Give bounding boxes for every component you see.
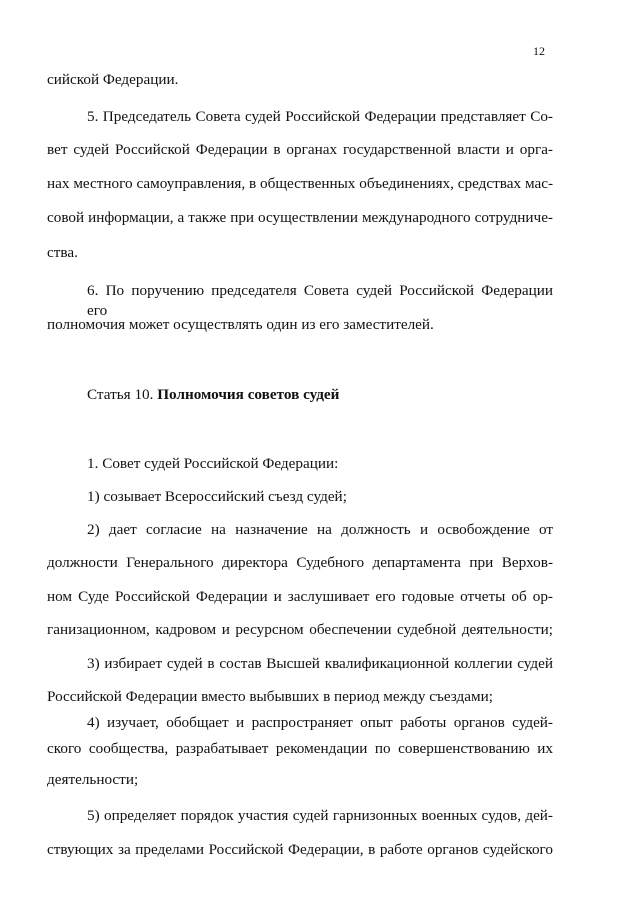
text-line: Российской Федерации вместо выбывших в период между съездами; — [47, 688, 493, 705]
text-line: 1) созывает Всероссийский съезд судей; — [87, 488, 347, 505]
text-line: полномочия может осуществлять один из его заместителей. — [47, 316, 434, 333]
text-line: 3) избирает судей в состав Высшей квалификационной коллегии судей — [87, 655, 553, 672]
text-line: ствующих за пределами Российской Федерации, в работе органов судейского — [47, 841, 553, 858]
text-line: 5. Председатель Совета судей Российской Федерации представляет Со- — [87, 108, 553, 125]
text-line: 4) изучает, обобщает и распространяет опыт работы органов судей- — [87, 714, 553, 731]
text-line: совой информации, а также при осуществлении международного сотрудниче- — [47, 209, 553, 226]
text-line: должности Генерального директора Судебного департамента при Верхов- — [47, 554, 553, 571]
text-line: 2) дает согласие на назначение на должность и освобождение от — [87, 521, 553, 538]
article-heading — [87, 385, 553, 405]
text-line: сийской Федерации. — [47, 71, 179, 88]
text-line: вет судей Российской Федерации в органах государственной власти и орга- — [47, 141, 553, 158]
text-line: ганизационном, кадровом и ресурсном обеспечении судебной деятельности; — [47, 621, 553, 638]
text-line: ства. — [47, 244, 78, 261]
text-line: деятельности; — [47, 771, 139, 788]
text-line: ского сообщества, разрабатывает рекомендации по совершенствованию их — [47, 740, 553, 757]
text-line: 6. По поручению председателя Совета судей Российской Федерации его — [87, 282, 553, 319]
article-title: Полномочия советов судей — [157, 386, 340, 403]
text-line: ном Суде Российской Федерации и заслушивает его годовые отчеты об ор- — [47, 588, 553, 605]
article-number: Статья 10. — [87, 386, 154, 403]
page-number: 12 — [533, 44, 545, 58]
text-line: 1. Совет судей Российской Федерации: — [87, 455, 339, 472]
text-line: нах местного самоуправления, в общественных объединениях, средствах мас- — [47, 175, 553, 192]
text-line: 5) определяет порядок участия судей гарнизонных военных судов, дей- — [87, 807, 553, 824]
